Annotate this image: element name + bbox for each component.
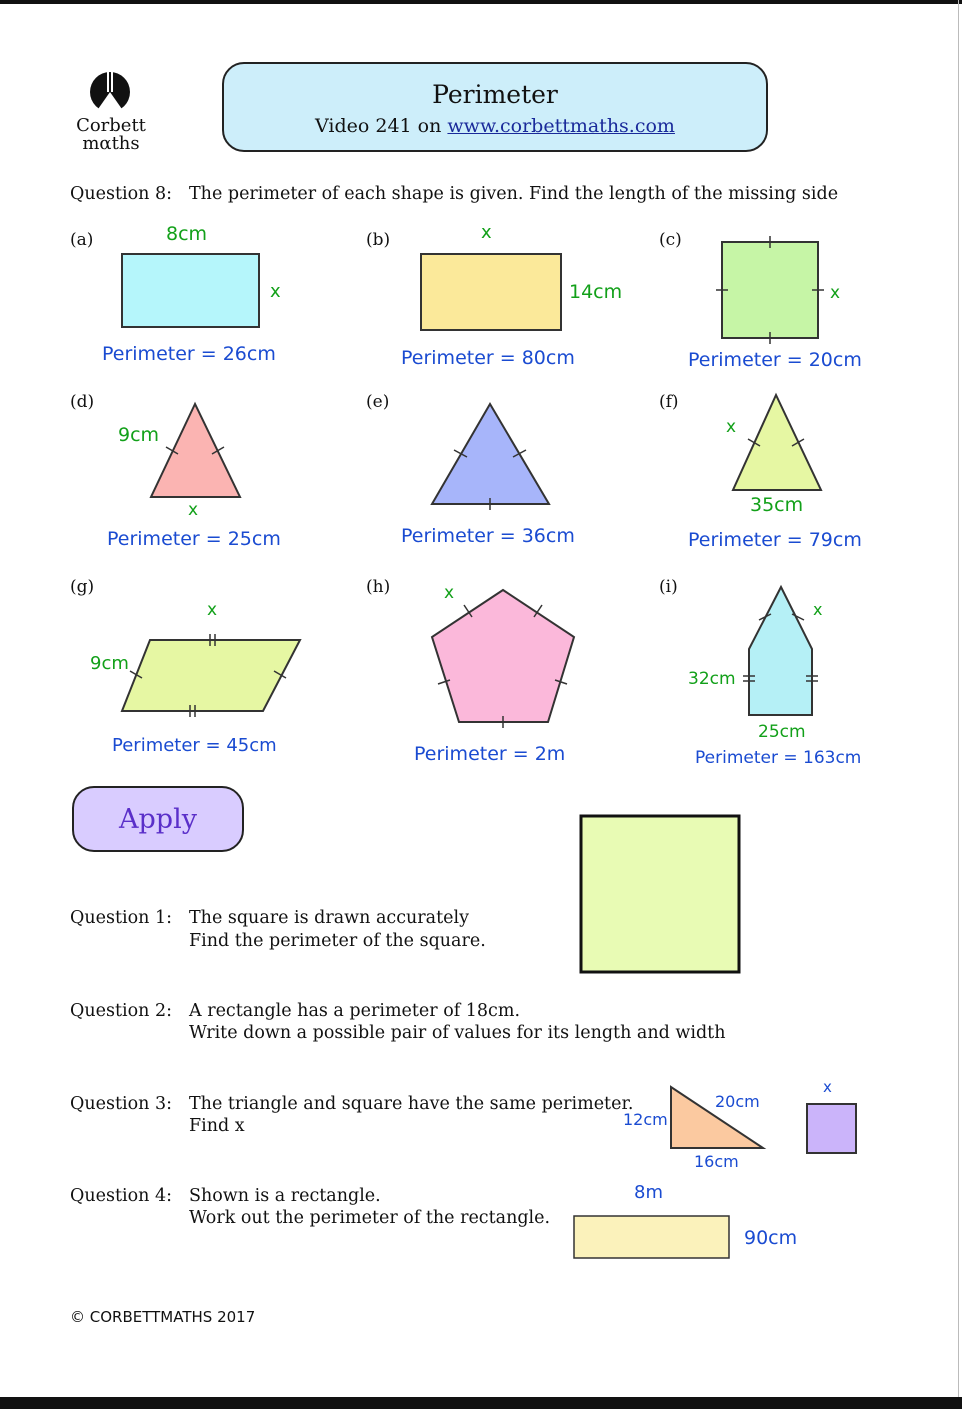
part-h-label: (h) [366, 577, 391, 597]
i-perimeter: Perimeter = 163cm [695, 748, 862, 768]
b-perimeter: Perimeter = 80cm [401, 347, 575, 369]
d-perimeter: Perimeter = 25cm [107, 528, 281, 550]
shape-i-pentagon [749, 587, 812, 715]
e-perimeter: Perimeter = 36cm [401, 525, 575, 547]
g-side-x: x [207, 600, 218, 620]
q2-line1: A rectangle has a perimeter of 18cm. [189, 1001, 521, 1021]
video-prefix: Video 241 on [315, 115, 442, 137]
part-b-label: (b) [366, 230, 391, 250]
b-side-x: x [481, 222, 492, 243]
q3-square-x: x [823, 1078, 832, 1096]
shape-b-rectangle [421, 254, 561, 330]
corbettmaths-link[interactable]: www.corbettmaths.com [447, 115, 675, 137]
part-a-label: (a) [70, 230, 94, 250]
part-g-label: (g) [70, 577, 95, 597]
q3-square [807, 1104, 856, 1153]
part-c-label: (c) [659, 230, 682, 250]
q8-text: The perimeter of each shape is given. Find the length of the missing side [189, 184, 839, 204]
q4-side-top: 8m [634, 1182, 663, 1203]
part-e-label: (e) [366, 392, 390, 412]
i-side-x: x [813, 600, 823, 619]
a-side-x: x [270, 281, 281, 302]
g-side-left: 9cm [90, 653, 129, 674]
i-side-base: 25cm [758, 722, 806, 742]
f-side-x: x [726, 417, 737, 437]
q1-line2: Find the perimeter of the square. [189, 931, 486, 951]
g-perimeter: Perimeter = 45cm [112, 735, 277, 756]
d-side-x: x [188, 500, 199, 520]
shape-c-square [722, 242, 818, 338]
apply-button[interactable]: Apply [72, 786, 244, 852]
part-i-label: (i) [659, 577, 678, 597]
q4-side-right: 90cm [744, 1227, 798, 1249]
q2-line2: Write down a possible pair of values for its length and width [189, 1023, 726, 1043]
page-title: Perimeter [432, 80, 558, 109]
b-side-right: 14cm [569, 281, 623, 303]
shape-a-rectangle [122, 254, 259, 327]
shape-h-pentagon [432, 590, 574, 722]
d-side-left: 9cm [118, 424, 160, 446]
brand-line1: Corbett [76, 115, 146, 136]
q4-line1: Shown is a rectangle. [189, 1186, 381, 1206]
f-side-base: 35cm [750, 494, 804, 516]
q8-label: Question 8: [70, 184, 172, 204]
c-side-x: x [830, 283, 841, 303]
q3-triangle-left: 12cm [623, 1110, 668, 1129]
shape-g-parallelogram [122, 640, 300, 711]
q3-line2: Find x [189, 1116, 245, 1136]
h-perimeter: Perimeter = 2m [414, 743, 566, 765]
brand-line2: mαths [82, 133, 140, 154]
shape-d-triangle [151, 404, 240, 497]
q4-rectangle [574, 1216, 729, 1258]
i-side-left: 32cm [688, 669, 736, 689]
a-side-top: 8cm [166, 223, 208, 245]
c-perimeter: Perimeter = 20cm [688, 349, 862, 371]
part-d-label: (d) [70, 392, 95, 412]
f-perimeter: Perimeter = 79cm [688, 529, 862, 551]
q3-triangle-hyp: 20cm [715, 1092, 760, 1111]
shape-f-triangle [733, 395, 821, 490]
part-f-label: (f) [659, 392, 679, 412]
h-side-x: x [444, 583, 455, 603]
q3-label: Question 3: [70, 1094, 172, 1114]
q3-triangle-base: 16cm [694, 1152, 739, 1171]
q3-line1: The triangle and square have the same perimeter. [189, 1094, 634, 1114]
q1-square [581, 816, 739, 972]
q1-label: Question 1: [70, 908, 172, 928]
shape-e-triangle [432, 404, 549, 504]
q4-label: Question 4: [70, 1186, 172, 1206]
bottom-border [0, 1397, 962, 1409]
q2-label: Question 2: [70, 1001, 172, 1021]
copyright-footer: © CORBETTMATHS 2017 [70, 1308, 256, 1326]
a-perimeter: Perimeter = 26cm [102, 343, 276, 365]
q4-line2: Work out the perimeter of the rectangle. [189, 1208, 551, 1228]
q1-line1: The square is drawn accurately [189, 908, 469, 928]
